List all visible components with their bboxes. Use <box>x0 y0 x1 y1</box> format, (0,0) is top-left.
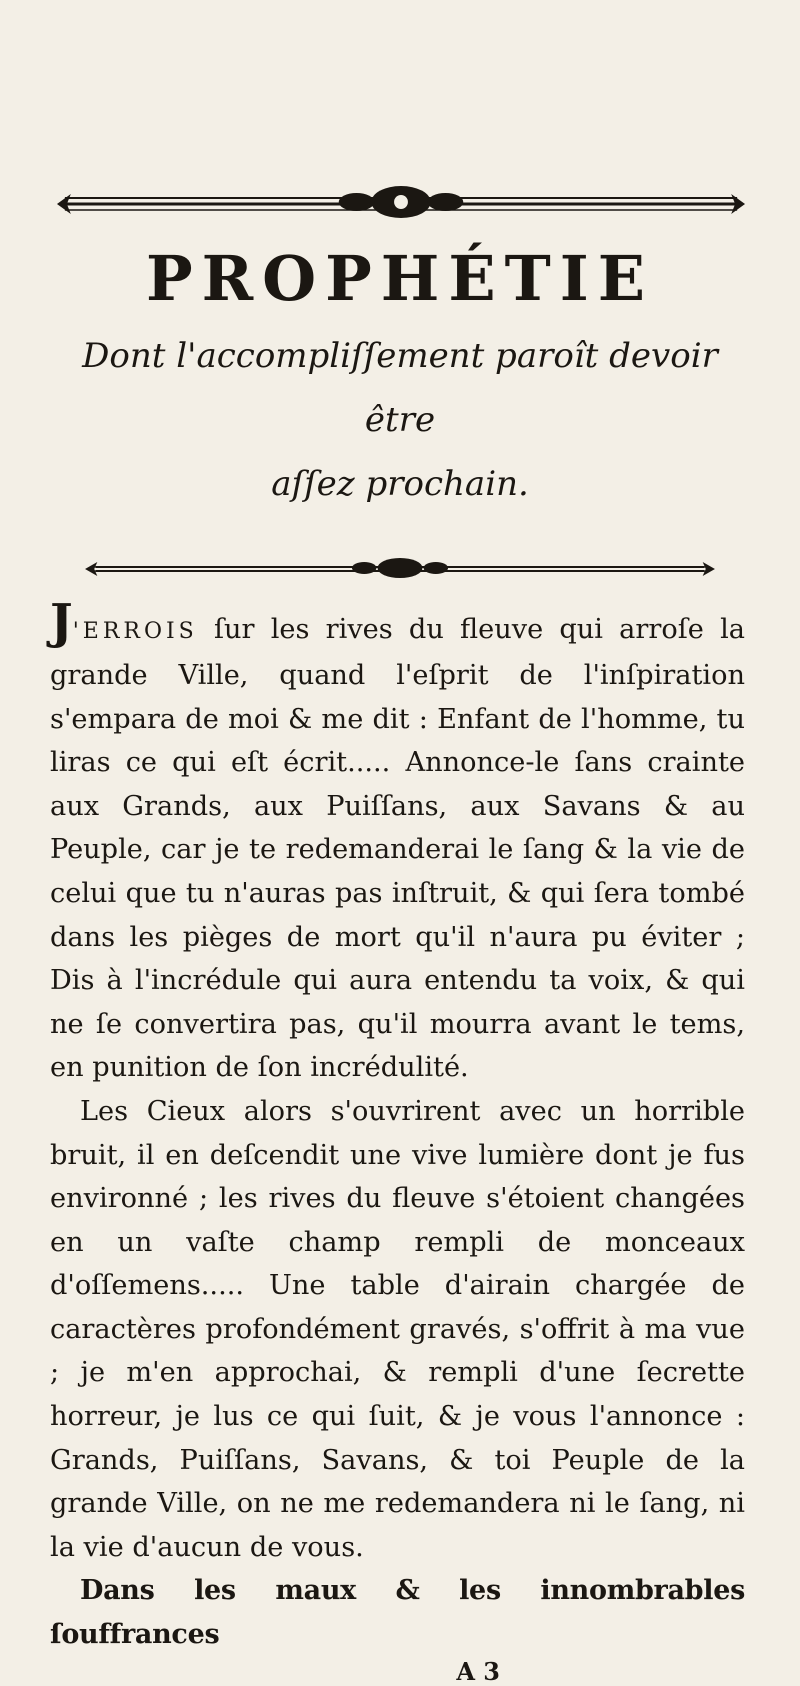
top-ornamental-rule <box>55 180 747 226</box>
drop-cap: J <box>50 594 73 651</box>
divider-ornament-icon <box>83 556 717 582</box>
subtitle-line-2: aſſez prochain. <box>271 464 529 505</box>
first-word: 'ERROIS <box>72 619 198 645</box>
paragraph-3: Dans les maux & les innombrables ſouffrances <box>50 1575 745 1651</box>
paragraph-2: Les Cieux alors s'ouvrirent avec un horrible bruit, il en deſcendit une vive lumière dont je fus environné ; les rives du fleuve s'étoient changées en un vaſte champ rempli de monceaux d'oſſemens..... Une table d'airain chargée de caractères profondément gravés, s'offrit à ma vue ; je m'en approchai, & rempli d'une ſecrette horreur, je lus ce qui ſuit, & je vous l'annonce : Grands, Puiſſans, Savans, & toi Peuple de la grande Ville, on ne me redemandera ni le ſang, ni la vie d'aucun de vous. <box>50 1095 745 1563</box>
section-ornamental-rule <box>83 556 717 582</box>
signature-mark: A 3 <box>456 1656 500 1686</box>
paragraph-1 <box>50 594 745 1090</box>
page-title: PROPHÉTIE <box>145 242 654 315</box>
subtitle <box>45 324 755 516</box>
subtitle-line-1: Dont l'accompliſſement paroît devoir être <box>82 336 718 441</box>
paragraph-1-text: ſur les rives du fleuve qui arroſe la grande Ville, quand l'eſprit de l'inſpiration s'empara de moi & me dit : Enfant de l'homme, tu liras ce qui eſt écrit..... Annonce-le ſans crainte aux Grands, aux Puiſſans, aux Savans & au Peuple, car je te redemanderai le ſang & la vie de celui que tu n'auras pas inſtruit, & qui ſera tombé dans les pièges de mort qu'il n'aura pu éviter ; Dis à l'incrédule qui aura entendu ta voix, & qui ne ſe convertira pas, qu'il mourra avant le tems, en punition de ſon incrédulité. <box>50 614 745 1084</box>
body-text <box>45 594 755 1656</box>
top-ornament-icon <box>55 180 747 226</box>
